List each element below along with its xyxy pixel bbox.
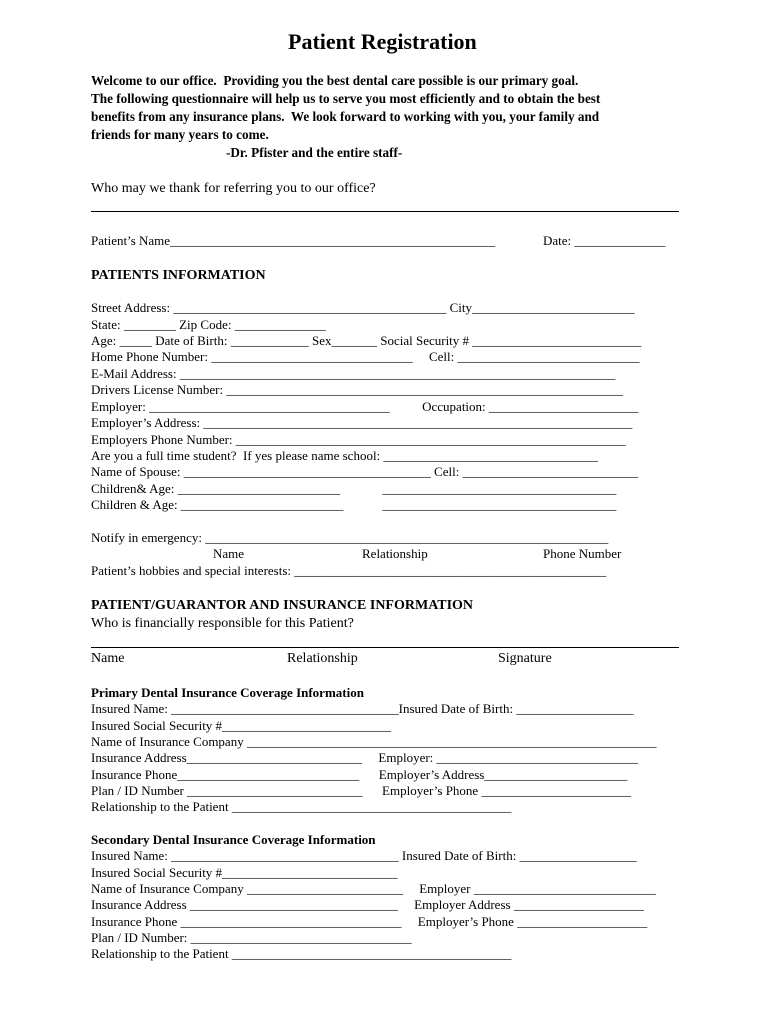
- referral-answer-line[interactable]: [91, 211, 679, 212]
- page-title: Patient Registration: [288, 29, 477, 54]
- spouse-cell-row[interactable]: Name of Spouse: ______________________________________ Cell: ___________________________: [91, 464, 639, 479]
- guarantor-name-label: Name: [91, 651, 125, 666]
- primary-relationship-row[interactable]: Relationship to the Patient ___________________________________________: [91, 799, 512, 814]
- referral-question: Who may we thank for referring you to our office?: [91, 181, 376, 196]
- patient-name-field[interactable]: Patient’s Name__________________________________________________: [91, 233, 496, 248]
- secondary-insurance-phone-row[interactable]: Insurance Phone __________________________________ Employer’s Phone ____________________: [91, 914, 648, 929]
- primary-insured-ssn-row[interactable]: Insured Social Security #__________________________: [91, 718, 392, 733]
- secondary-insurance-heading: Secondary Dental Insurance Coverage Information: [91, 832, 376, 847]
- state-zip-row[interactable]: State: ________ Zip Code: ______________: [91, 317, 326, 332]
- guarantor-relationship-label: Relationship: [287, 651, 358, 666]
- primary-plan-id-row[interactable]: Plan / ID Number ___________________________ Employer’s Phone _______________________: [91, 783, 631, 798]
- employer-occupation-row[interactable]: Employer: _____________________________________ Occupation: _______________________: [91, 399, 639, 414]
- primary-insurance-company-row[interactable]: Name of Insurance Company _______________________________________________________________: [91, 734, 657, 749]
- children-age-row-1[interactable]: Children& Age: _________________________ ____________________________________: [91, 481, 617, 496]
- age-dob-sex-ssn-row[interactable]: Age: _____ Date of Birth: ____________ Sex_______ Social Security # __________________________: [91, 333, 642, 348]
- intro-signoff: -Dr. Pfister and the entire staff-: [226, 145, 403, 160]
- secondary-relationship-row[interactable]: Relationship to the Patient ___________________________________________: [91, 946, 512, 961]
- drivers-license-row[interactable]: Drivers License Number: _____________________________________________________________: [91, 382, 623, 397]
- patients-information-heading: PATIENTS INFORMATION: [91, 268, 266, 283]
- secondary-insured-name-row[interactable]: Insured Name: ___________________________________ Insured Date of Birth: __________________: [91, 848, 637, 863]
- intro-line-2: The following questionnaire will help us to serve you most efficiently and to obtain the best: [91, 91, 601, 106]
- primary-insurance-heading: Primary Dental Insurance Coverage Information: [91, 685, 364, 700]
- intro-line-4: friends for many years to come.: [91, 127, 269, 142]
- date-field[interactable]: Date: ______________: [543, 233, 666, 248]
- secondary-insurance-company-row[interactable]: Name of Insurance Company ________________________ Employer ____________________________: [91, 881, 656, 896]
- secondary-insured-ssn-row[interactable]: Insured Social Security #___________________________: [91, 865, 398, 880]
- guarantor-question: Who is financially responsible for this Patient?: [91, 616, 354, 631]
- home-phone-cell-row[interactable]: Home Phone Number: _______________________________ Cell: ____________________________: [91, 349, 640, 364]
- secondary-plan-id-row[interactable]: Plan / ID Number: __________________________________: [91, 930, 412, 945]
- notify-emergency-row[interactable]: Notify in emergency: ______________________________________________________________: [91, 530, 609, 545]
- street-address-row[interactable]: Street Address: __________________________________________ City_________________________: [91, 300, 635, 315]
- guarantor-signature-label: Signature: [498, 651, 552, 666]
- secondary-insurance-address-row[interactable]: Insurance Address ________________________________ Employer Address ____________________: [91, 897, 644, 912]
- hobbies-row[interactable]: Patient’s hobbies and special interests: ________________________________________________: [91, 563, 607, 578]
- employer-phone-row[interactable]: Employers Phone Number: ____________________________________________________________: [91, 432, 626, 447]
- children-age-row-2[interactable]: Children & Age: _________________________ ____________________________________: [91, 497, 617, 512]
- emergency-name-label: Name: [213, 546, 245, 561]
- employer-address-row[interactable]: Employer’s Address: __________________________________________________________________: [91, 415, 633, 430]
- student-school-row[interactable]: Are you a full time student? If yes please name school: _________________________________: [91, 448, 598, 463]
- emergency-phone-label: Phone Number: [543, 546, 622, 561]
- intro-line-1: Welcome to our office. Providing you the best dental care possible is our primary goal.: [91, 73, 579, 88]
- primary-insured-name-row[interactable]: Insured Name: ___________________________________Insured Date of Birth: __________________: [91, 701, 634, 716]
- guarantor-answer-line[interactable]: [91, 647, 679, 648]
- primary-insurance-address-row[interactable]: Insurance Address___________________________ Employer: _______________________________: [91, 750, 639, 765]
- email-row[interactable]: E-Mail Address: ___________________________________________________________________: [91, 366, 616, 381]
- guarantor-heading: PATIENT/GUARANTOR AND INSURANCE INFORMATION: [91, 598, 474, 613]
- emergency-relationship-label: Relationship: [362, 546, 428, 561]
- primary-insurance-phone-row[interactable]: Insurance Phone____________________________ Employer’s Address______________________: [91, 767, 628, 782]
- intro-line-3: benefits from any insurance plans. We look forward to working with you, your family and: [91, 109, 600, 124]
